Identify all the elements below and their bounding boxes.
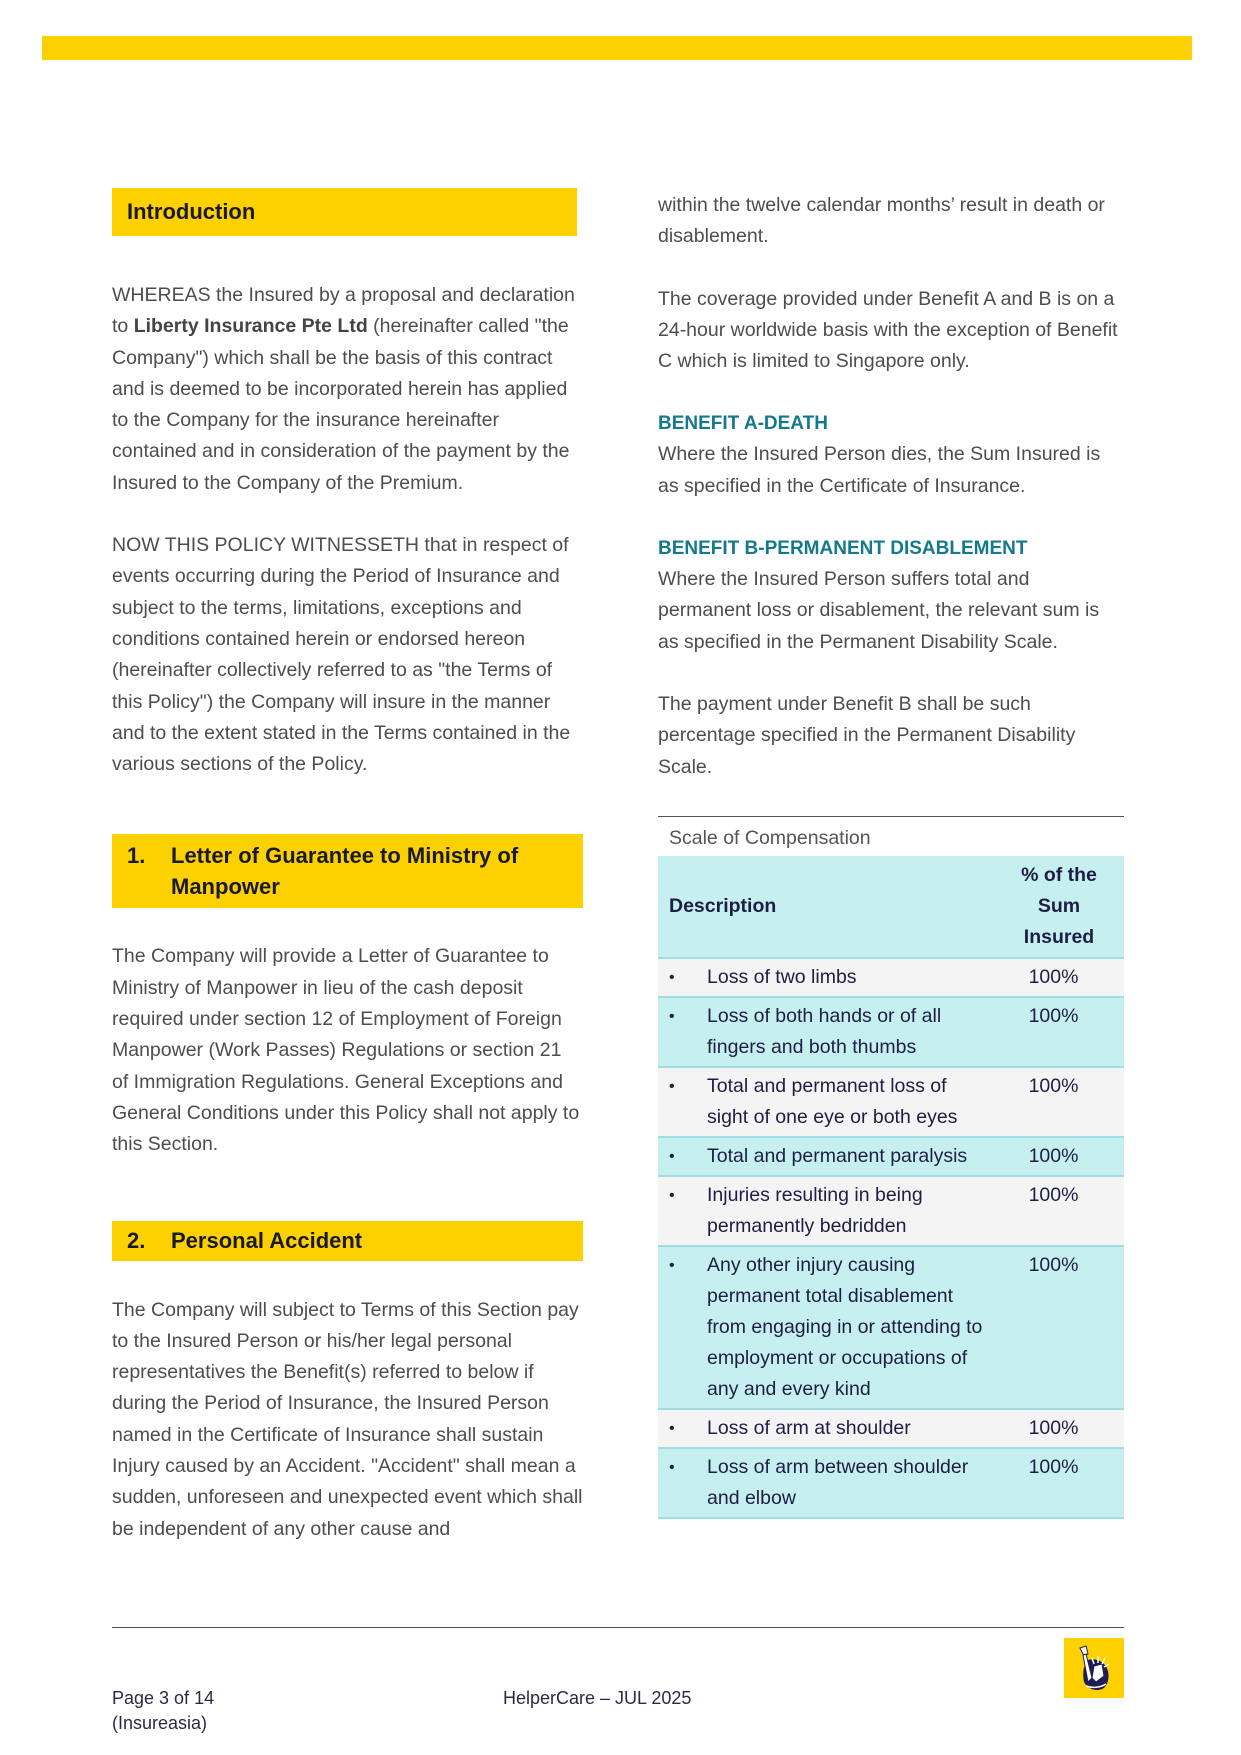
row-description: Total and permanent loss of sight of one eye or both eyes — [707, 1074, 958, 1128]
row-description: Loss of arm between shoulder and elbow — [707, 1455, 969, 1509]
header-percent: % of the Sum Insured — [994, 856, 1124, 958]
table-row — [658, 1448, 1124, 1518]
company-name: Liberty Insurance Pte Ltd — [133, 315, 368, 338]
row-description: Loss of two limbs — [707, 965, 857, 988]
table-row — [658, 958, 1124, 997]
row-percent: 100% — [994, 997, 1124, 1067]
table-row — [658, 1137, 1124, 1176]
footer-product: HelperCare – JUL 2025 — [503, 1688, 692, 1708]
row-description: Any other injury causing permanent total disablement from engaging in or attending to employment or occupations of any and every kind — [707, 1253, 983, 1400]
footer-page-info — [112, 1686, 214, 1736]
page-number: Page 3 of 14 — [112, 1688, 215, 1708]
section-2-body: The Company will subject to Terms of this Section pay to the Insured Person or his/her legal personal representatives the Benefit(s) referred to below if during the Period of Insurance, the Insured Person named in the Certificate of Insurance shall sustain Injury caused by an Accident. "Accident" shall mean a sudden, unforeseen and unexpected event which shall be independent of any other cause and — [112, 1298, 583, 1540]
continuation-paragraph: within the twelve calendar months’ result in death or disablement. — [658, 194, 1105, 248]
bullet-icon: • — [669, 1186, 675, 1204]
row-description: Injuries resulting in being permanently bedridden — [707, 1183, 923, 1237]
top-accent-bar — [42, 36, 1192, 60]
row-description: Loss of arm at shoulder — [707, 1416, 911, 1439]
section-1-number: 1. — [127, 843, 146, 869]
bullet-icon: • — [669, 1419, 675, 1437]
row-description: Loss of both hands or of all fingers and both thumbs — [707, 1004, 942, 1058]
benefit-b-body: Where the Insured Person suffers total and permanent loss or disablement, the relevant sum is as specified in the Permanent Disability Scale. — [658, 568, 1100, 653]
bullet-icon: • — [669, 1007, 675, 1025]
row-percent: 100% — [994, 1246, 1124, 1409]
scale-of-compensation-table — [658, 856, 1124, 1519]
table-row — [658, 1246, 1124, 1409]
table-header-row — [658, 856, 1124, 958]
section-2-title: Personal Accident — [171, 1227, 363, 1253]
benefit-b-title: BENEFIT B-PERMANENT DISABLEMENT — [658, 538, 1028, 560]
section-2-heading — [112, 1221, 583, 1261]
bullet-icon: • — [669, 1256, 675, 1274]
table-row — [658, 1067, 1124, 1137]
benefit-a-body: Where the Insured Person dies, the Sum Insured is as specified in the Certificate of Insurance. — [658, 443, 1101, 497]
section-1-heading — [112, 834, 583, 908]
table-caption: Scale of Compensation — [669, 826, 871, 849]
footer-divider — [112, 1627, 1124, 1628]
row-percent: 100% — [994, 958, 1124, 997]
bullet-icon: • — [669, 1147, 675, 1165]
bullet-icon: • — [669, 968, 675, 986]
row-percent: 100% — [994, 1448, 1124, 1518]
intro-paragraph-2: NOW THIS POLICY WITNESSETH that in respect of events occurring during the Period of Insurance and subject to the terms, limitations, exceptions and conditions contained herein or endorsed hereon (hereinafter collectively referred to as "the Terms of this Policy") the Company will insure in the manner and to the extent stated in the Terms contained in the various sections of the Policy. — [112, 534, 571, 776]
coverage-paragraph: The coverage provided under Benefit A and B is on a 24-hour worldwide basis with the exception of Benefit C which is limited to Singapore only. — [658, 287, 1118, 373]
section-1-title: Letter of Guarantee to Ministry of Manpower — [171, 843, 519, 900]
row-percent: 100% — [994, 1176, 1124, 1246]
section-1-body: The Company will provide a Letter of Guarantee to Ministry of Manpower in lieu of the cash deposit required under section 12 of Employment of Foreign Manpower (Work Passes) Regulations or section 21 of Immigration Regulations. General Exceptions and General Conditions under this Policy shall not apply to this Section. — [112, 945, 580, 1156]
intro-paragraph-1 — [112, 280, 583, 499]
table-row — [658, 1409, 1124, 1448]
row-percent: 100% — [994, 1137, 1124, 1176]
left-column — [112, 188, 583, 1545]
liberty-logo-icon — [1064, 1638, 1124, 1698]
table-row — [658, 1176, 1124, 1246]
table-row — [658, 997, 1124, 1067]
intro-para1-rest: (hereinafter called "the Company") which shall be the basis of this contract and is deemed to be incorporated herein has applied to the Company for the insurance hereinafter contained and in consideration of the payment by the Insured to the Company of the Premium. — [112, 315, 570, 494]
introduction-heading — [112, 188, 577, 236]
intro-para1-text: WHEREAS the Insured by a proposal and declaration to — [112, 284, 575, 338]
benefit-b-block — [658, 533, 1124, 783]
header-description: Description — [658, 856, 994, 958]
row-percent: 100% — [994, 1409, 1124, 1448]
section-2-number: 2. — [127, 1227, 146, 1253]
introduction-heading-text: Introduction — [127, 199, 256, 224]
benefit-a-title: BENEFIT A-DEATH — [658, 413, 828, 435]
row-percent: 100% — [994, 1067, 1124, 1137]
footer-source: (Insureasia) — [112, 1713, 208, 1733]
right-column — [658, 190, 1124, 1519]
benefit-a-block — [658, 408, 1124, 502]
bullet-icon: • — [669, 1077, 675, 1095]
row-description: Total and permanent paralysis — [707, 1144, 968, 1167]
bullet-icon: • — [669, 1458, 675, 1476]
benefit-b-payment: The payment under Benefit B shall be such percentage specified in the Permanent Disability Scale. — [658, 692, 1076, 778]
statue-of-liberty-icon — [1064, 1638, 1124, 1698]
